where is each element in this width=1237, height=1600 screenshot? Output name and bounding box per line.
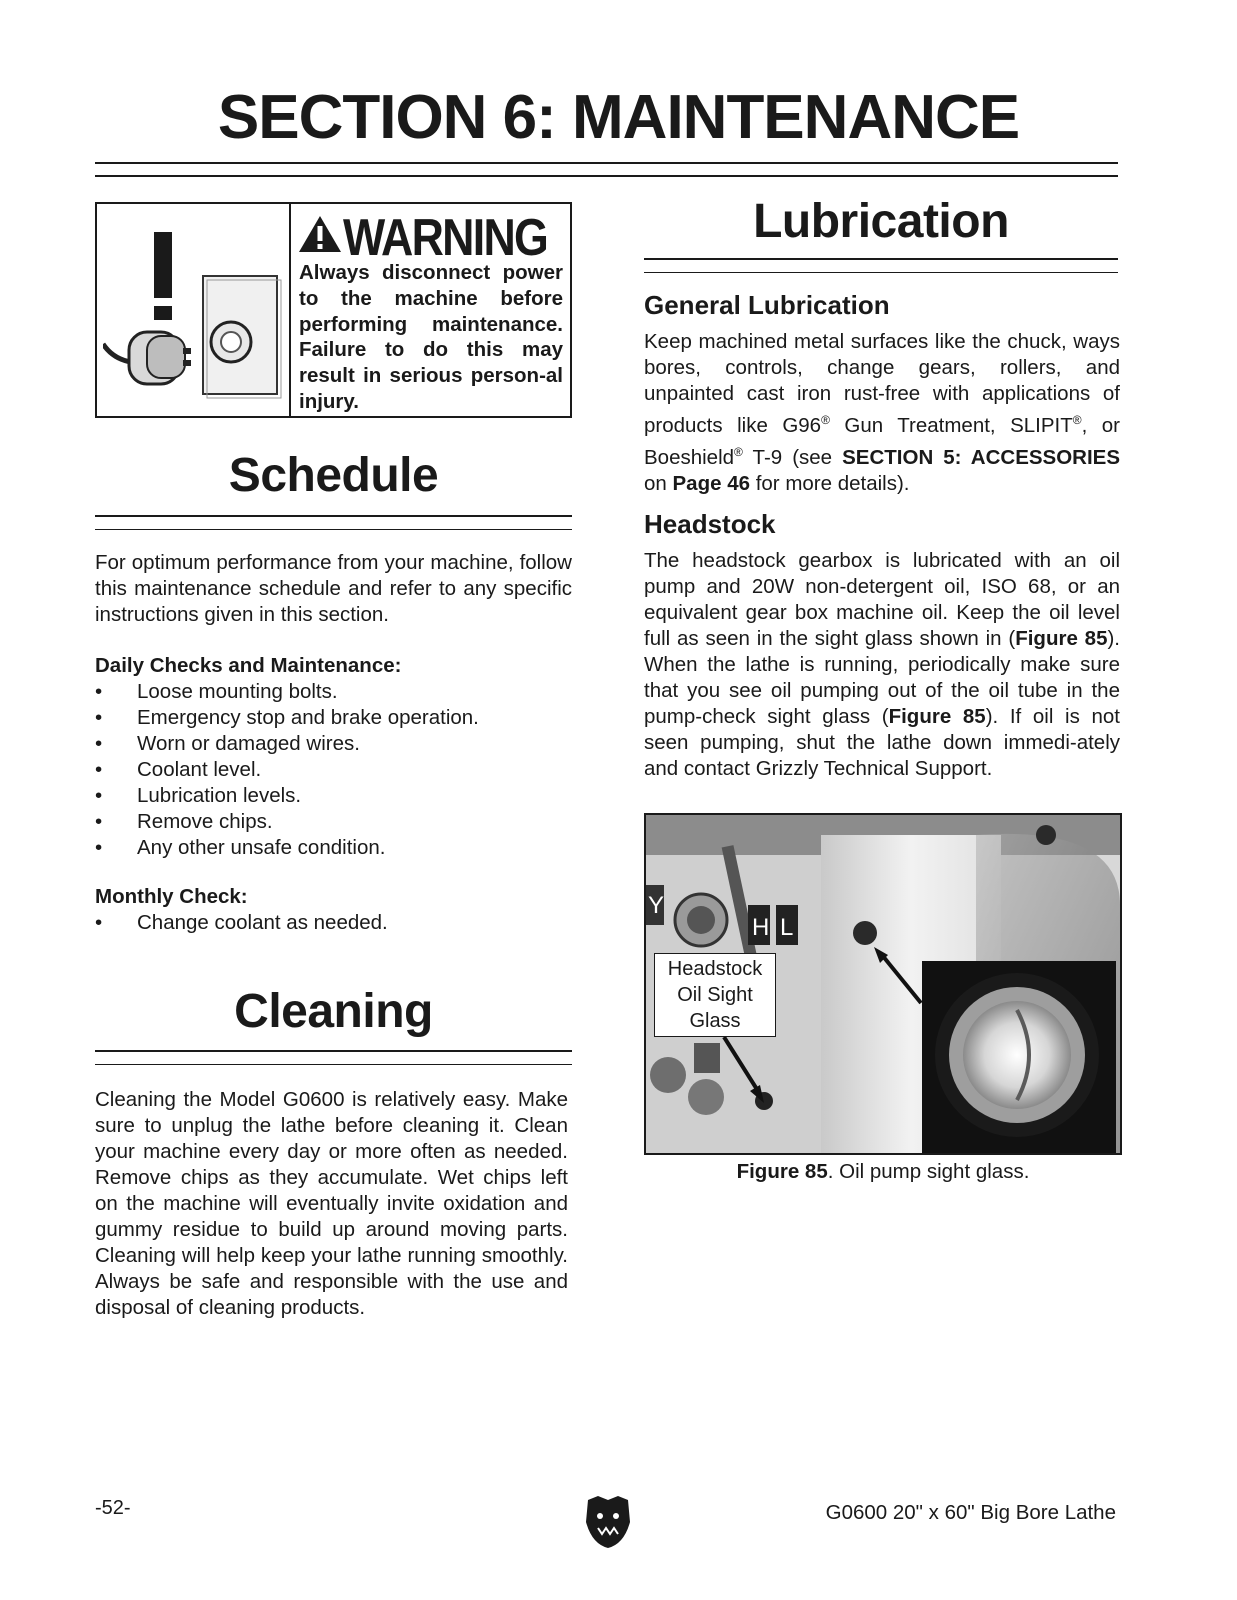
list-item: • Coolant level. [95, 757, 572, 783]
list-item: • Remove chips. [95, 809, 572, 835]
lubrication-heading: Lubrication [753, 195, 1009, 248]
general-lubrication-heading: General Lubrication [644, 290, 890, 320]
figure-reference: Figure 85 [1015, 627, 1108, 650]
schedule-rule-top [95, 515, 572, 517]
general-lubrication-text: Keep machined metal surfaces like the chuck, ways bores, controls, change gears, rollers, and unpainted cast iron rust-free with applications of products like G96® Gun Treatment, SLIPIT®, or Boeshield® T-9 (see SECTION 5: ACCESSORIES on Page 46 for more details). [644, 330, 1121, 495]
monthly-check-list [95, 910, 572, 936]
warning-divider [289, 204, 291, 416]
headstock-text: The headstock gearbox is lubricated with an oil pump and 20W non-detergent oil, ISO 68, or an equivalent gear box machine oil. Keep the oil level full as seen in the sight glass shown in (Figure 85). When the lathe is running, periodically make sure that you see oil pumping out of the oil tube in the pump-check sight glass (Figure 85). If oil is not seen pumping, shut the lathe down immedi-ately and contact Grizzly Technical Support. [644, 549, 1120, 780]
list-item: • Loose mounting bolts. [95, 679, 572, 705]
list-item: • Lubrication levels. [95, 783, 572, 809]
figure-caption: Figure 85. Oil pump sight glass. [736, 1160, 1030, 1183]
panel-letter-h: H [752, 914, 770, 941]
list-item: • Any other unsafe condition. [95, 835, 572, 861]
warning-heading: WARNING [343, 209, 548, 267]
daily-checks-list [95, 679, 572, 861]
unplug-warning-icon [103, 224, 285, 409]
grizzly-bear-logo-icon [584, 1494, 632, 1550]
warning-box [95, 202, 572, 418]
footer-model: G0600 20" x 60" Big Bore Lathe [825, 1501, 1116, 1524]
page-title: SECTION 6: MAINTENANCE [217, 83, 1020, 152]
headstock-heading: Headstock [644, 509, 776, 539]
monthly-check-label: Monthly Check: [95, 885, 248, 908]
page-number: -52- [95, 1497, 131, 1519]
schedule-heading: Schedule [228, 449, 439, 502]
warning-text: Always disconnect power to the machine before performing maintenance. Failure to do this may result in serious person-al injury. [299, 261, 563, 413]
schedule-intro: For optimum performance from your machine, follow this maintenance schedule and refer to any specific instructions given in this section. [95, 551, 572, 626]
cleaning-rule-bottom [95, 1064, 572, 1065]
cleaning-text: Cleaning the Model G0600 is relatively easy. Make sure to unplug the lathe before cleaning it. Clean your machine every day or more often as needed. Remove chips as they accumulate. Wet chips left on the machine will eventually invite oxidation and gummy residue to build up around moving parts. Cleaning will help keep your lathe running smoothly. Always be safe and responsible with the use and disposal of cleaning products. [95, 1088, 568, 1319]
lubrication-rule-top [644, 258, 1118, 260]
lubrication-rule-bottom [644, 272, 1118, 273]
warning-triangle-icon [297, 214, 343, 254]
figure-85-photo [644, 813, 1122, 1155]
page-reference: Page 46 [672, 471, 750, 495]
panel-letter-y: Y [648, 892, 665, 919]
section-reference: SECTION 5: ACCESSORIES [842, 445, 1121, 469]
title-rule-bottom [95, 175, 1118, 177]
list-item: • Worn or damaged wires. [95, 731, 572, 757]
panel-letter-l: L [780, 914, 794, 941]
schedule-rule-bottom [95, 529, 572, 530]
cleaning-heading: Cleaning [234, 985, 433, 1038]
list-item: • Emergency stop and brake operation. [95, 705, 572, 731]
title-rule-top [95, 162, 1118, 164]
daily-checks-label: Daily Checks and Maintenance: [95, 654, 402, 677]
cleaning-rule-top [95, 1050, 572, 1052]
figure-reference: Figure 85 [888, 705, 986, 728]
oil-sight-glass-callout: Headstock Oil Sight Glass [654, 953, 776, 1037]
list-item: • Change coolant as needed. [95, 910, 572, 936]
